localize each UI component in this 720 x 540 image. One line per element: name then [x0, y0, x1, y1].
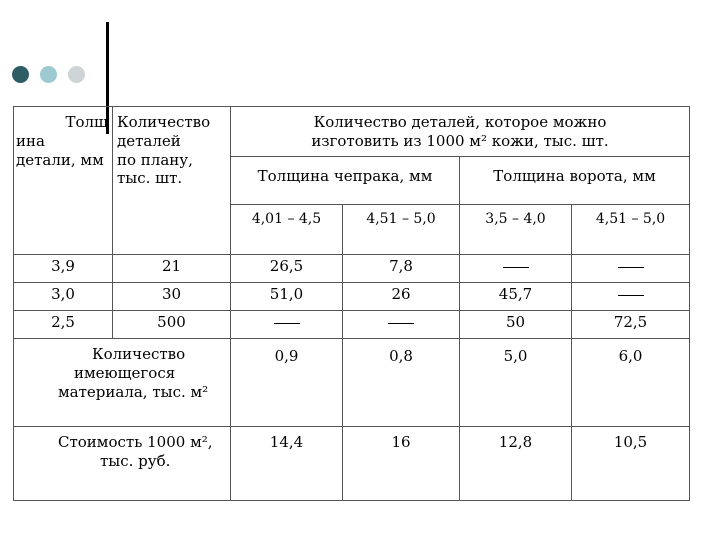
material-value: 0,9	[231, 339, 343, 427]
row-value: 26	[343, 283, 460, 311]
range-1: 4,01 – 4,5	[231, 205, 343, 255]
decor-dot-grey	[68, 66, 85, 83]
row-plan: 30	[113, 283, 231, 311]
row-value: 7,8	[343, 255, 460, 283]
decor-dot-dark	[12, 66, 29, 83]
dash-mark	[618, 295, 644, 296]
material-label	[14, 339, 231, 427]
cost-label-line2: тыс. руб.	[100, 451, 171, 470]
group-title-line2: изготовить из 1000 м² кожи, тыс. шт.	[311, 131, 609, 150]
row-plan: 500	[113, 311, 231, 339]
row-value: 50	[460, 311, 572, 339]
material-value: 6,0	[572, 339, 690, 427]
header-group-title	[231, 107, 690, 157]
header-plan-line3: по плану,	[117, 150, 193, 169]
header-thickness-line2: ина	[16, 131, 45, 150]
table-row	[14, 283, 690, 311]
row-thickness: 3,0	[14, 283, 113, 311]
header-plan-line2: деталей	[117, 131, 181, 150]
row-empty-dash	[572, 255, 690, 283]
row-thickness: 2,5	[14, 311, 113, 339]
cost-value: 16	[343, 427, 460, 501]
slide-decoration-dots	[12, 66, 85, 83]
material-label-line1: Количество	[92, 345, 186, 363]
header-plan-line4: тыс. шт.	[117, 169, 183, 188]
row-value: 26,5	[231, 255, 343, 283]
dash-mark	[388, 323, 414, 324]
row-thickness: 3,9	[14, 255, 113, 283]
material-row	[14, 339, 690, 427]
row-value: 51,0	[231, 283, 343, 311]
range-4: 4,51 – 5,0	[572, 205, 690, 255]
header-thickness-line3: детали, мм	[16, 150, 104, 169]
parts-table	[13, 106, 690, 501]
material-value: 5,0	[460, 339, 572, 427]
header-plan-line1: Количество	[117, 113, 211, 131]
header-plan-quantity	[113, 107, 231, 255]
header-croupon-thickness: Толщина чепрака, мм	[231, 157, 460, 205]
header-thickness	[14, 107, 113, 255]
cost-label-line1: Стоимость 1000 м²,	[58, 433, 213, 451]
material-label-line2: имеющегося	[74, 363, 176, 382]
material-label-line3: материала, тыс. м²	[58, 382, 209, 401]
cost-value: 14,4	[231, 427, 343, 501]
row-value: 45,7	[460, 283, 572, 311]
row-empty-dash	[572, 283, 690, 311]
dash-mark	[618, 267, 644, 268]
header-thickness-line1: Толщ	[65, 113, 108, 131]
table-row	[14, 311, 690, 339]
cost-label	[14, 427, 231, 501]
range-2: 4,51 – 5,0	[343, 205, 460, 255]
dash-mark	[274, 323, 300, 324]
row-empty-dash	[343, 311, 460, 339]
row-empty-dash	[460, 255, 572, 283]
row-empty-dash	[231, 311, 343, 339]
header-collar-thickness: Толщина ворота, мм	[460, 157, 690, 205]
cost-row	[14, 427, 690, 501]
decor-dot-light	[40, 66, 57, 83]
group-title-line1: Количество деталей, которое можно	[313, 113, 607, 131]
cost-value: 12,8	[460, 427, 572, 501]
range-3: 3,5 – 4,0	[460, 205, 572, 255]
table-row	[14, 255, 690, 283]
cost-value: 10,5	[572, 427, 690, 501]
dash-mark	[503, 267, 529, 268]
row-value: 72,5	[572, 311, 690, 339]
row-plan: 21	[113, 255, 231, 283]
material-value: 0,8	[343, 339, 460, 427]
